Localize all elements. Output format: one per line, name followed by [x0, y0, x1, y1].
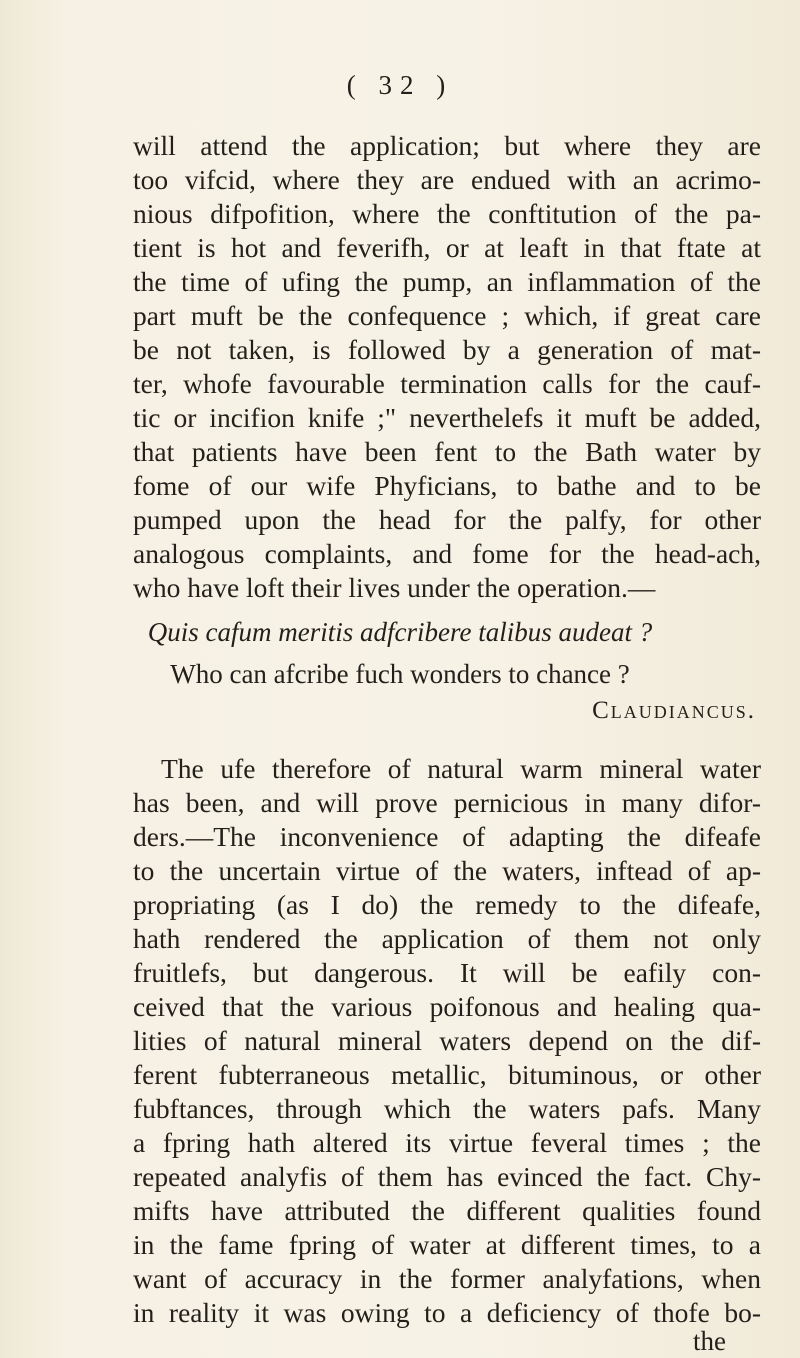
- text-line: ferent fubterraneous metallic, bituminous, or other: [133, 1059, 761, 1090]
- text-line: nious difpofition, where the conftitution of the pa-: [133, 198, 761, 229]
- text-line: tient is hot and feverifh, or at leaft in that ftate at: [133, 232, 761, 263]
- latin-quotation: Quis cafum meritis adfcribere talibus audeat ?: [147, 617, 653, 647]
- text-line: part muft be the confequence ; which, if great care: [133, 300, 761, 331]
- text-line: The ufe therefore of natural warm mineral water: [161, 753, 761, 784]
- text-line: fruitlefs, but dangerous. It will be eafily con-: [133, 957, 761, 988]
- text-line: analogous complaints, and fome for the head-ach,: [133, 538, 761, 569]
- english-translation: Who can afcribe fuch wonders to chance ?: [170, 659, 630, 689]
- text-line: ter, whofe favourable termination calls for the cauf-: [133, 368, 761, 399]
- text-line: fome of our wife Phyficians, to bathe and to be: [133, 470, 761, 501]
- text-line: fubftances, through which the waters pafs. Many: [133, 1093, 761, 1124]
- text-line: in reality it was owing to a deficiency of thofe bo-: [133, 1297, 761, 1328]
- text-line: pumped upon the head for the palfy, for other: [133, 504, 761, 535]
- text-line: mifts have attributed the different qualities found: [133, 1195, 761, 1226]
- text-line: ceived that the various poifonous and healing qua-: [133, 991, 761, 1022]
- text-line: propriating (as I do) the remedy to the difeafe,: [133, 889, 761, 920]
- text-line: has been, and will prove pernicious in many difor-: [133, 787, 761, 818]
- text-line: the time of ufing the pump, an inflammation of the: [133, 266, 761, 297]
- text-line: that patients have been fent to the Bath water by: [133, 436, 761, 467]
- text-line: lities of natural mineral waters depend on the dif-: [133, 1025, 761, 1056]
- page-number: ( 32 ): [346, 70, 454, 100]
- text-line: who have loft their lives under the operation.—: [133, 572, 656, 603]
- text-line: be not taken, is followed by a generation of mat-: [133, 334, 761, 365]
- text-line: too vifcid, where they are endued with an acrimo-: [133, 164, 761, 195]
- text-line: repeated analyfis of them has evinced the fact. Chy-: [133, 1161, 761, 1192]
- text-line: to the uncertain virtue of the waters, inftead of ap-: [133, 855, 761, 886]
- text-line: will attend the application; but where they are: [133, 130, 761, 161]
- quotation-attribution: Claudiancus.: [592, 697, 756, 724]
- text-line: ders.—The inconvenience of adapting the difeafe: [133, 821, 761, 852]
- text-line: want of accuracy in the former analyfations, when: [133, 1263, 761, 1294]
- text-line: a fpring hath altered its virtue feveral times ; the: [133, 1127, 761, 1158]
- text-line: tic or incifion knife ;" neverthelefs it muft be added,: [133, 402, 761, 433]
- catchword: the: [693, 1326, 726, 1356]
- text-line: hath rendered the application of them not only: [133, 923, 761, 954]
- text-line: in the fame fpring of water at different times, to a: [133, 1229, 761, 1260]
